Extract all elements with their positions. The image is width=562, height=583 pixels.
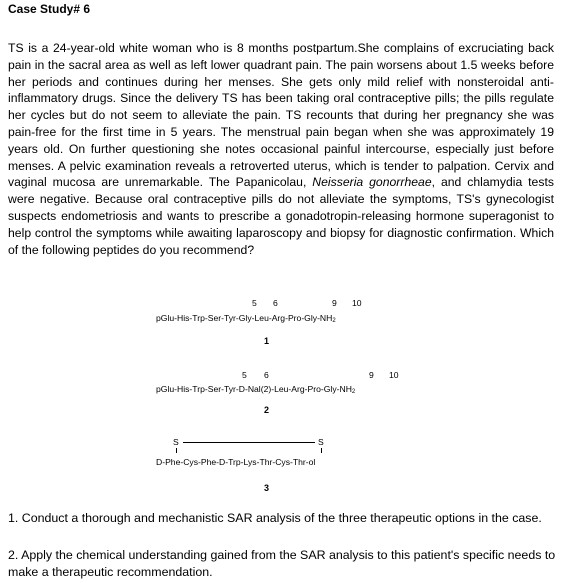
compound-1-position-9: 9	[332, 298, 337, 308]
question-1: 1. Conduct a thorough and mechanistic SAR analysis of the three therapeutic options in the case.	[8, 511, 542, 525]
compound-2-position-6: 6	[264, 370, 269, 380]
compound-2-sequence-text: pGlu-His-Trp-Ser-Tyr-D-Nal(2)-Leu-Arg-Pro-Gly-NH	[156, 384, 352, 394]
compound-1-subscript: 2	[332, 318, 336, 324]
compound-1-sequence-text: pGlu-His-Trp-Ser-Tyr-Gly-Leu-Arg-Pro-Gly-NH	[156, 313, 333, 323]
disulfide-tick-right	[321, 448, 322, 453]
compound-2-subscript: 2	[351, 389, 356, 395]
compound-1-position-6: 6	[273, 298, 278, 308]
case-text-italic-organism: Neisseria gonorrheae	[312, 175, 432, 190]
compound-3-number: 3	[264, 483, 270, 493]
compound-2-position-10: 10	[389, 370, 399, 380]
case-study-title: Case Study# 6	[8, 2, 91, 16]
compound-1-position-5: 5	[252, 298, 257, 308]
compound-2-position-9: 9	[369, 370, 374, 380]
disulfide-sulfur-right: S	[318, 437, 324, 447]
question-2: 2. Apply the chemical understanding gained from the SAR analysis to this patient's specific needs to make a therapeutic recommendation.	[8, 548, 556, 579]
compound-2-sequence	[156, 384, 355, 397]
compound-1-number: 1	[264, 336, 270, 346]
compound-1-position-10: 10	[352, 298, 362, 308]
compound-2-position-5: 5	[242, 370, 247, 380]
case-text-part1: TS is a 24-year-old white woman who is 8 months postpartum.She complains of excruciating back pain in the sacral area as well as left lower quadrant pain. The pain worsens about 1.5 weeks before her periods and continues during her menses. She gets only mild relief with nonsteroidal anti-inflammatory drugs. Since the delivery TS has been taking oral contraceptive pills; the pills regulate her cycles but do not seem to alleviate the pain. TS recounts that during her pregnancy she was pain-free for the first time in 5 years. The menstrual pain began when she was approximately 19 years old. On further questioning she notes occasional painful intercourse, especially just before menses. A pelvic examination reveals a retroverted uterus, which is tender to palpation. Cervix and vaginal mucosa are unremarkable. The Papanicolau,	[8, 41, 554, 190]
compound-3-sequence: D-Phe-Cys-Phe-D-Trp-Lys-Thr-Cys-Thr-ol	[156, 457, 316, 467]
compound-2-number: 2	[264, 405, 270, 415]
disulfide-sulfur-left: S	[173, 437, 179, 447]
case-description	[8, 40, 554, 258]
disulfide-tick-left	[176, 448, 177, 453]
case-text-part2: , and chlamydia tests were negative. Because oral contraceptive pills do not alleviate the symptoms, TS's gynecologist suspects endometriosis and wants to prescribe a gonadotropin-releasing hormone superagonist to help control the symptoms while awaiting laparoscopy and biopsy for diagnostic confirmation. Which of the following peptides do you recommend?	[8, 175, 554, 257]
compound-1-sequence	[156, 313, 336, 326]
disulfide-bond-line	[183, 442, 315, 443]
